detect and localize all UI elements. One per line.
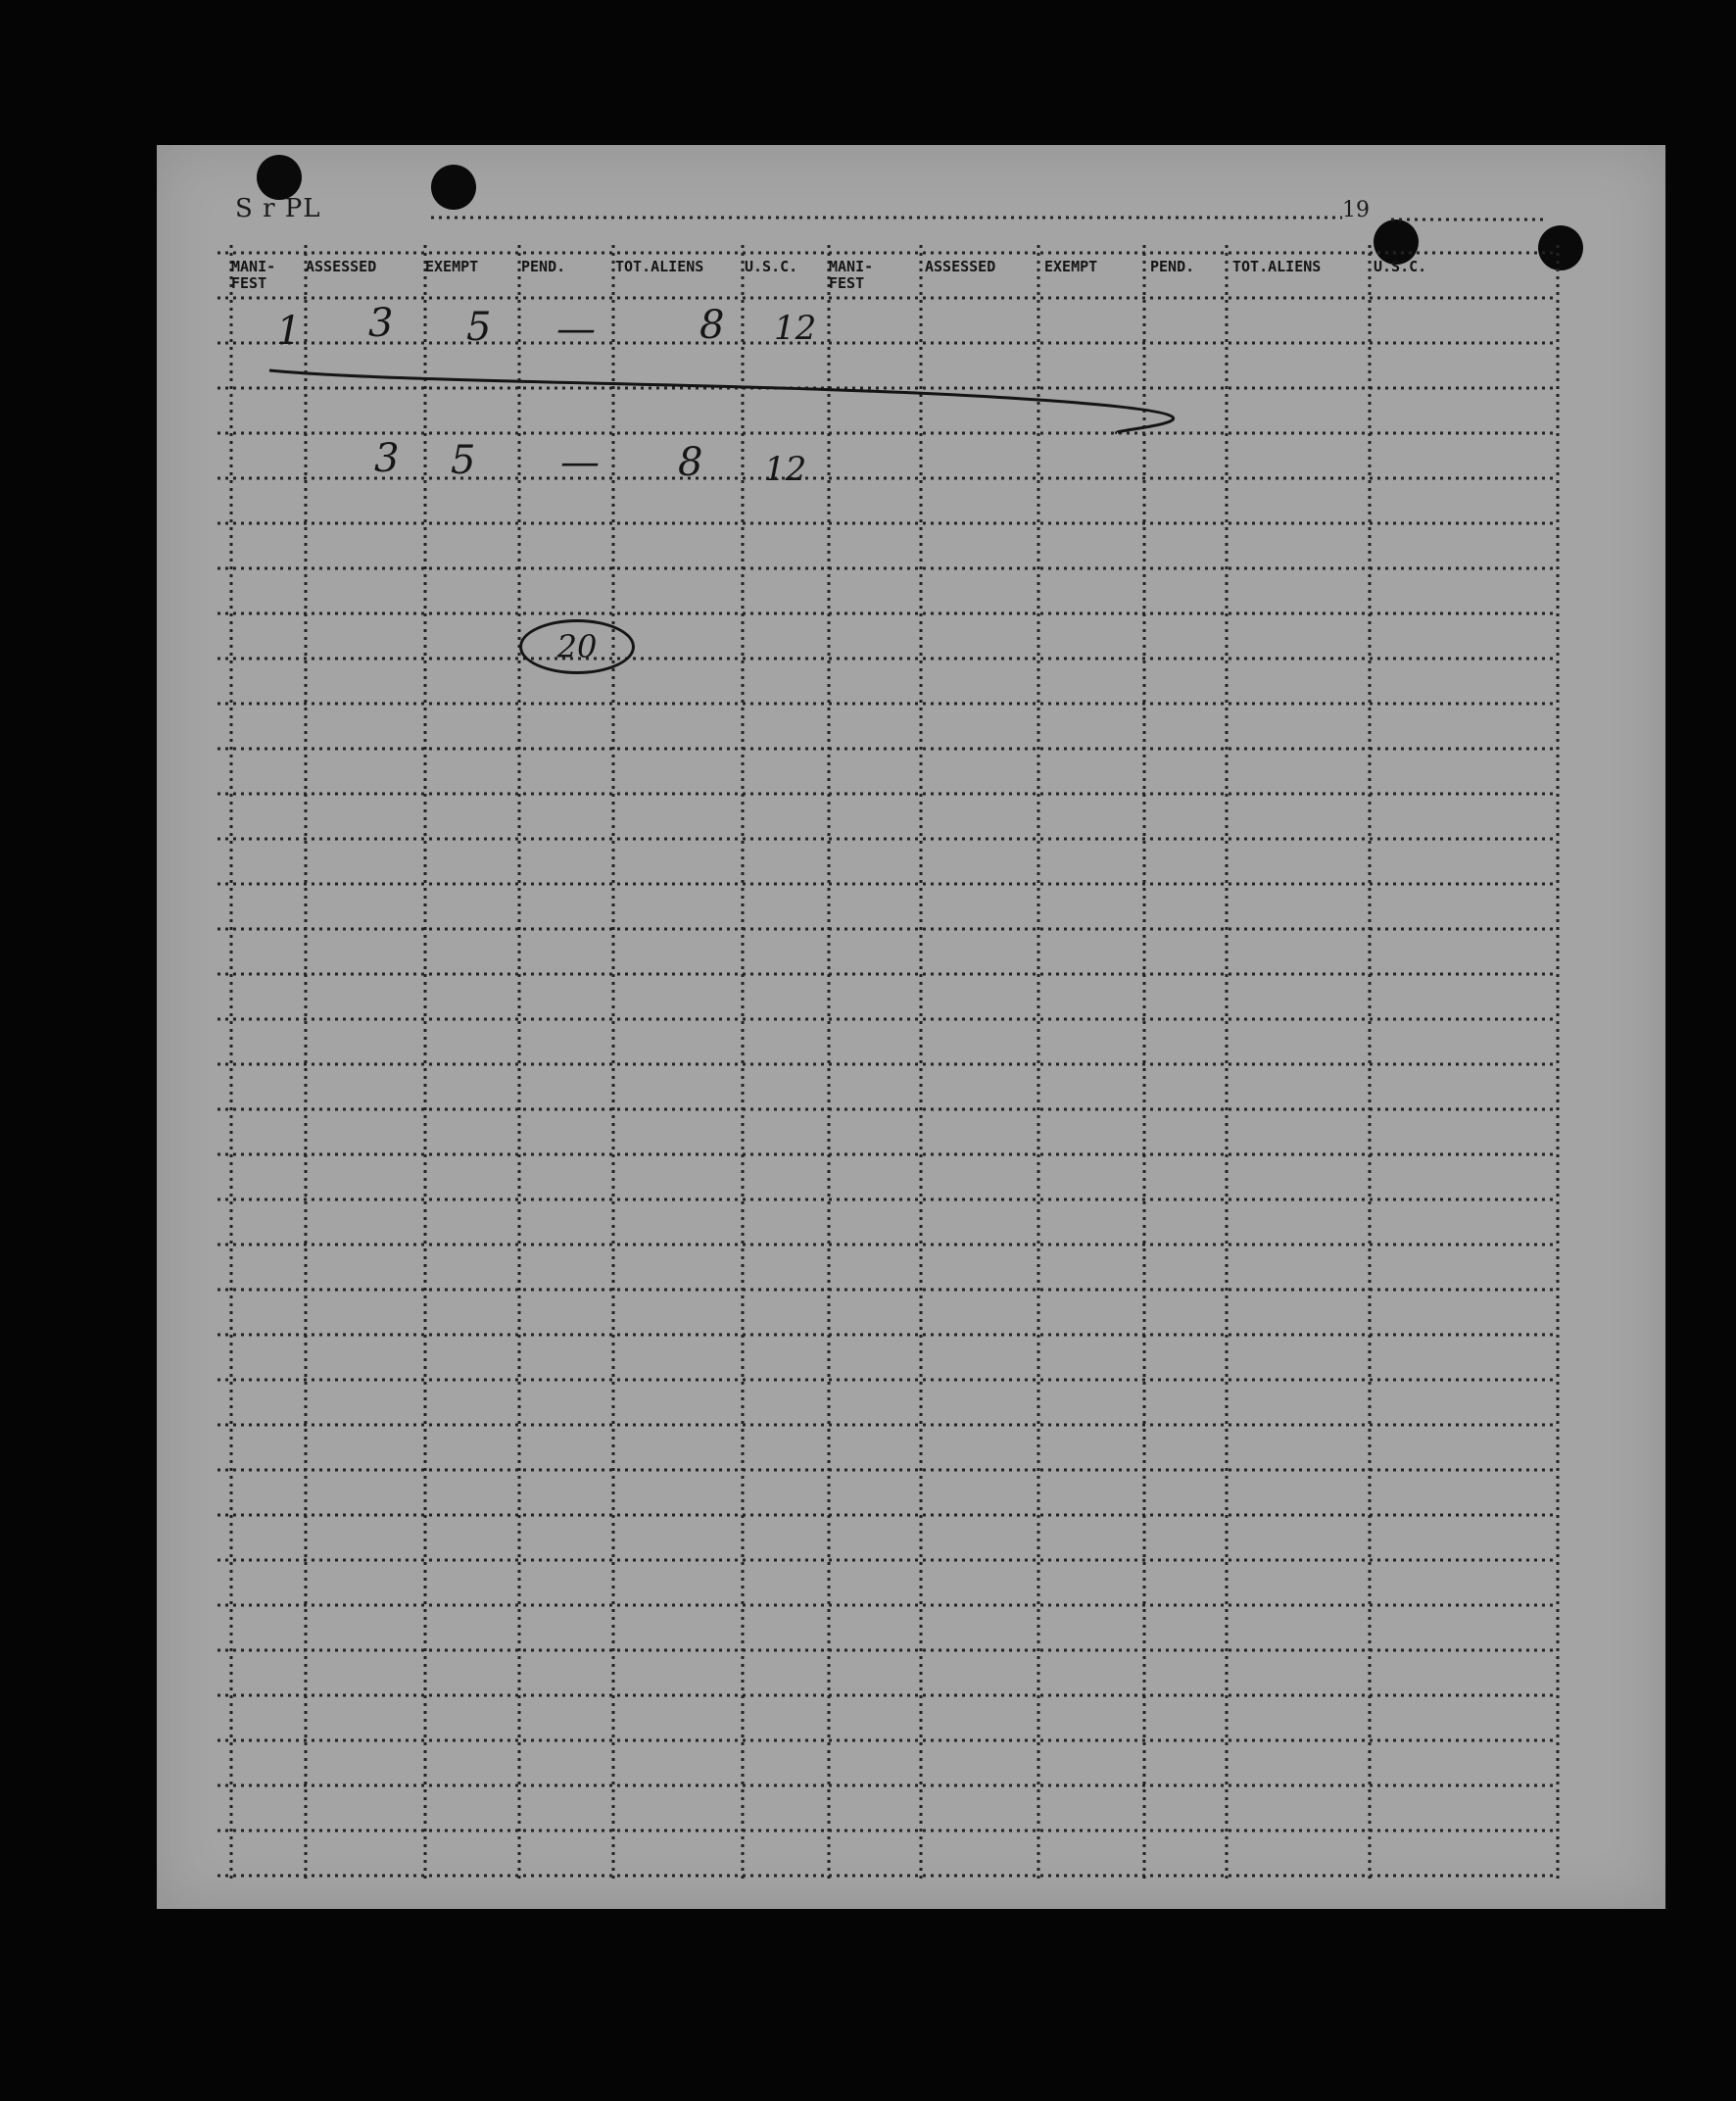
row2-assessed: 3 — [374, 436, 400, 481]
row1-usc: 12 — [774, 309, 817, 348]
col-header-exempt-2: EXEMPT — [1044, 258, 1098, 275]
col-header-assessed-2: ASSESSED — [925, 258, 996, 275]
col-header-usc-1: U.S.C. — [745, 258, 798, 275]
row1-manifest: 1 — [276, 309, 302, 354]
row1-assessed: 3 — [368, 301, 394, 346]
col-header-pend-1: PEND. — [521, 258, 566, 275]
circled-note — [519, 619, 635, 674]
row1-tot-aliens: 8 — [699, 303, 725, 348]
col-header-tot-aliens-1: TOT.ALIENS — [615, 258, 704, 275]
col-header-exempt-1: EXEMPT — [425, 258, 479, 275]
col-header-usc-2: U.S.C. — [1374, 258, 1427, 275]
row2-pend: — — [560, 440, 600, 485]
col-header-assessed-1: ASSESSED — [306, 258, 377, 275]
col-header-pend-2: PEND. — [1150, 258, 1195, 275]
col-header-manifest-2: MANI- FEST — [829, 258, 874, 292]
heading-year-label: 19 — [1342, 198, 1370, 222]
circled-note-text: 20 — [556, 628, 598, 665]
col-header-manifest-1: MANI- FEST — [231, 258, 276, 292]
row1-exempt: 5 — [466, 305, 492, 350]
row2-usc: 12 — [764, 450, 807, 489]
row1-pend: — — [556, 307, 596, 352]
heading-left-text: S r PL — [235, 194, 321, 223]
row2-exempt: 5 — [451, 438, 476, 483]
col-header-tot-aliens-2: TOT.ALIENS — [1232, 258, 1322, 275]
row2-tot-aliens: 8 — [678, 440, 703, 485]
